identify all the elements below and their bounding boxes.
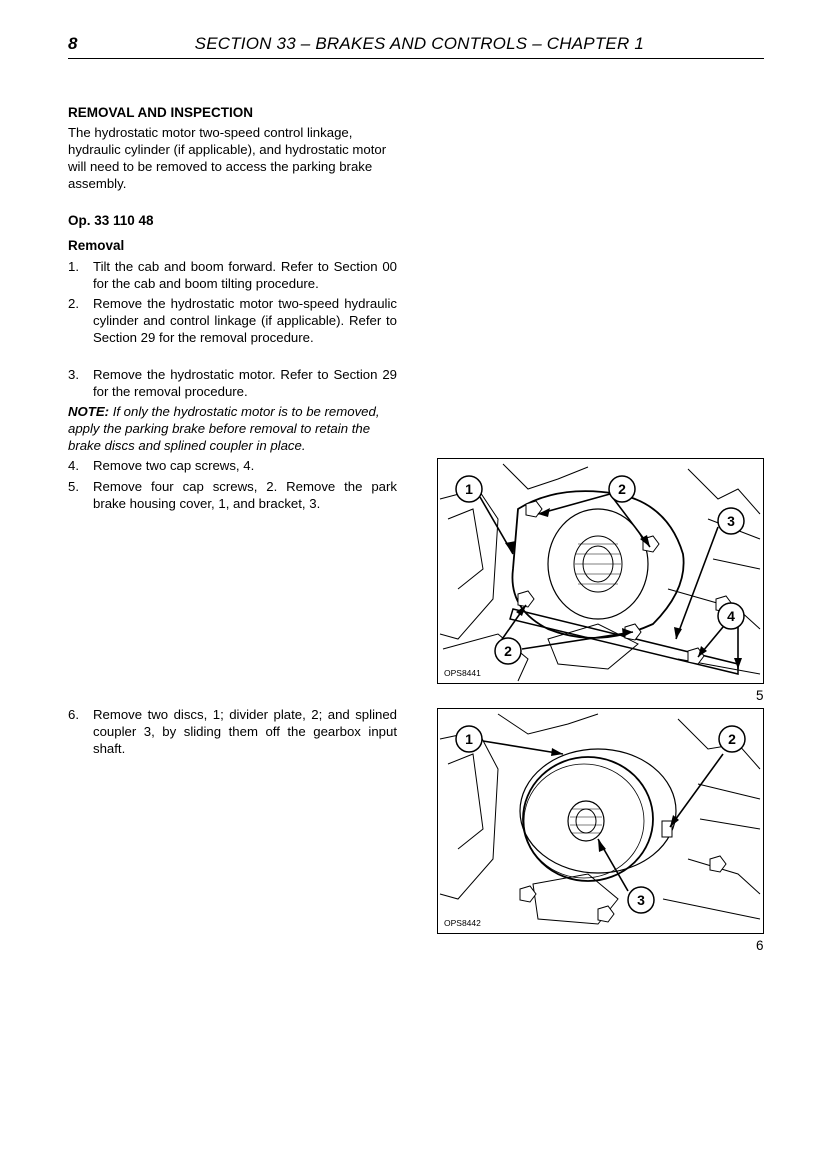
figure-5-code: OPS8441 [444,668,481,678]
note-text: If only the hydrostatic motor is to be removed, apply the parking brake before removal to retain the brake discs and splined coupler in place. [68,404,380,453]
figure-6-number: 6 [756,938,764,953]
section-title: SECTION 33 – BRAKES AND CONTROLS – CHAPTER 1 [194,34,644,53]
step-3 [68,366,397,400]
callout-label: 4 [727,608,735,624]
figure-5-drawing [438,459,763,683]
callout-label: 1 [465,481,473,497]
callout-label: 3 [637,892,645,908]
operation-code: Op. 33 110 48 [68,213,154,228]
note [68,403,397,454]
step-text: Remove four cap screws, 2. Remove the park brake housing cover, 1, and bracket, 3. [93,479,397,511]
callout-label: 3 [727,513,735,529]
step-number: 4. [68,458,79,473]
callout-label: 2 [504,643,512,659]
callout-label: 1 [465,731,473,747]
removal-inspection-heading: REMOVAL AND INSPECTION [68,105,254,120]
step-number: 2. [68,296,79,311]
step-number: 1. [68,259,79,274]
step-text: Remove the hydrostatic motor two-speed hydraulic cylinder and control linkage (if applicable). Refer to Section 29 for the removal procedure. [93,296,397,345]
step-1 [68,258,397,292]
step-text: Tilt the cab and boom forward. Refer to Section 00 for the cab and boom tilting procedure. [93,259,397,291]
figure-6-code: OPS8442 [444,918,481,928]
figure-6-illustration [437,708,764,934]
figure-5-number: 5 [756,688,764,703]
page-header [68,34,764,59]
step-number: 5. [68,479,79,494]
step-number: 6. [68,707,79,722]
figure-5-illustration [437,458,764,684]
note-label: NOTE: [68,404,110,419]
callout-label: 2 [618,481,626,497]
step-number: 3. [68,367,79,382]
removal-subheading: Removal [68,238,125,253]
step-4 [68,457,397,474]
step-2 [68,295,397,346]
removal-inspection-body: The hydrostatic motor two-speed control linkage, hydraulic cylinder (if applicable), and hydrostatic motor will need to be removed to access the parking brake assembly. [68,125,387,191]
page-number: 8 [68,34,78,53]
figure-6-drawing [438,709,763,933]
step-text: Remove two discs, 1; divider plate, 2; and splined coupler 3, by sliding them off the gearbox input shaft. [93,707,397,756]
step-5 [68,478,397,512]
step-6 [68,706,397,757]
step-text: Remove the hydrostatic motor. Refer to Section 29 for the removal procedure. [93,367,397,399]
callout-label: 2 [728,731,736,747]
step-text: Remove two cap screws, 4. [93,458,255,473]
